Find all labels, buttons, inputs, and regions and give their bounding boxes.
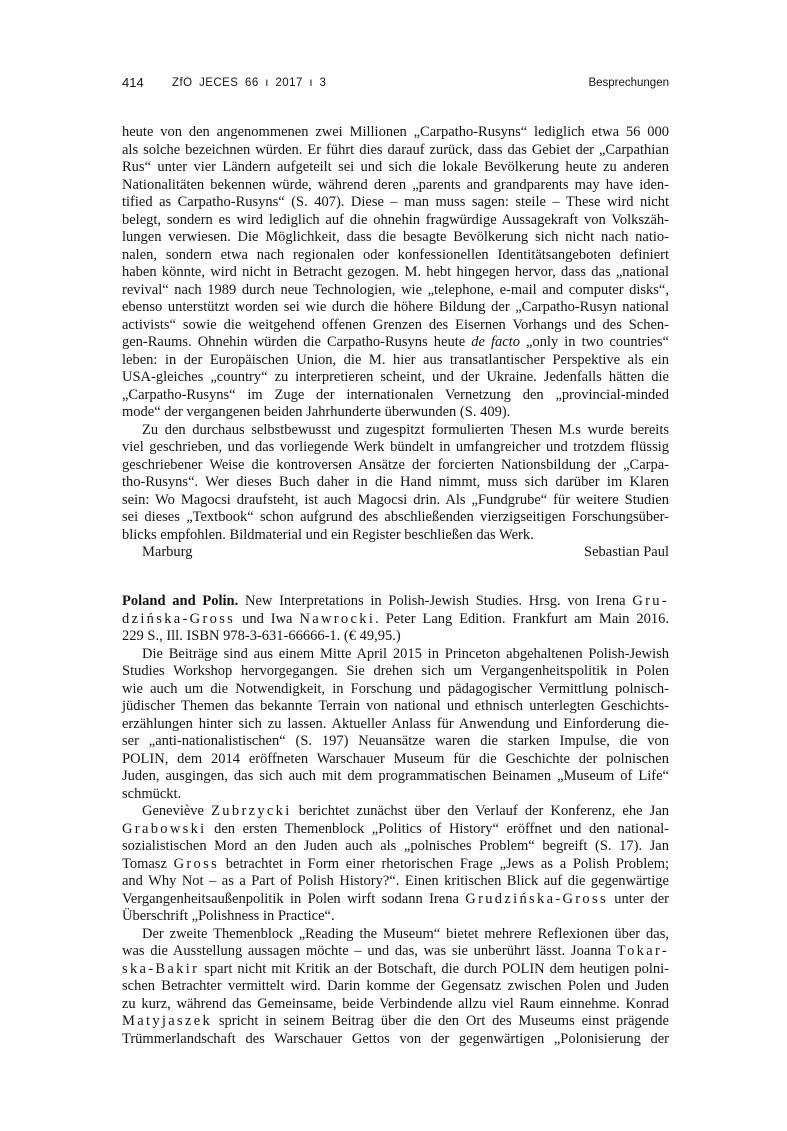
text-segment: gen-Raums. Ohnehin würden die Carpatho-Rusyns heute bbox=[122, 334, 472, 350]
text-line bbox=[122, 404, 669, 422]
text-line bbox=[122, 142, 669, 160]
text-line bbox=[122, 751, 669, 769]
text-line bbox=[122, 474, 669, 492]
text-segment: den ersten Themenblock „Politics of History“ eröffnet und den national- bbox=[206, 820, 669, 837]
text-segment: als solche bezeichnen würden. Er führt dies darauf zurück, dass das Gebiet der „Carpathian bbox=[122, 141, 669, 158]
text-line bbox=[122, 891, 669, 909]
text-line bbox=[122, 908, 669, 926]
text-line bbox=[122, 733, 669, 751]
paragraph bbox=[122, 803, 669, 926]
text-line bbox=[122, 838, 669, 856]
text-line bbox=[122, 821, 669, 839]
text-segment: mode“ der vergangenen beiden Jahrhunderte überwunden (S. 409). bbox=[122, 404, 511, 420]
text-segment: sein: Wo Magocsi draufsteht, ist auch Magocsi drin. Als „Fundgrube“ für weitere Studien bbox=[122, 491, 669, 508]
author-name: Grabowski bbox=[122, 820, 207, 837]
paragraph bbox=[122, 926, 669, 1049]
text-segment: jüdischer Themen das bekannte Terrain von national und ethnisch unterlegten Geschichts- bbox=[122, 698, 669, 714]
text-segment: . Peter Lang Edition. Frankfurt am Main 2016. bbox=[375, 610, 669, 627]
text-line bbox=[122, 387, 669, 405]
author-name: Grudzińska-Gross bbox=[465, 890, 608, 907]
author-name: Nawrocki bbox=[299, 610, 376, 627]
section-title: Besprechungen bbox=[588, 77, 669, 89]
text-line bbox=[122, 317, 669, 335]
text-segment: spricht in seinem Beitrag über die den Ort des Museums einst prägende bbox=[212, 1013, 669, 1029]
text-line bbox=[122, 369, 669, 387]
text-line bbox=[122, 509, 669, 527]
text-line bbox=[122, 282, 669, 300]
reviewer-name: Sebastian Paul bbox=[584, 544, 669, 560]
text-segment: Tomasz bbox=[122, 855, 174, 872]
text-line bbox=[122, 873, 669, 891]
author-name: Matyjaszek bbox=[122, 1013, 213, 1029]
text-line bbox=[122, 1031, 669, 1049]
text-segment: „only in two countries“ bbox=[519, 334, 669, 350]
author-name: Gru- bbox=[632, 593, 669, 609]
text-line bbox=[122, 663, 669, 681]
text-segment: tified as Carpatho-Rusyns“ (S. 407). Diese – man muss sagen: steile – These wird nicht bbox=[122, 194, 669, 210]
text-segment: sozialistischen Mord an den Juden auch als „polnisches Problem“ begreift (S. 17). Jan bbox=[122, 838, 669, 854]
author-name: Zubrzycki bbox=[211, 803, 292, 819]
text-segment: Trümmerlandschaft des Warschauer Gettos von der gegenwärtigen „Polonisierung der bbox=[122, 1030, 669, 1047]
text-segment: Juden, ausgingen, das sich auch mit dem programmatischen Beinamen „Museum of Life“ bbox=[122, 768, 669, 784]
text-segment: was die Ausstellung aussagen möchte – und das, was sie unberührt lässt. Joanna bbox=[122, 943, 617, 959]
text-segment: betrachtet in Form einer rhetorischen Frage „Jews as a Polish Problem; bbox=[219, 855, 669, 872]
text-line bbox=[122, 247, 669, 265]
text-segment: Zu den durchaus selbstbewusst und zugespitzt formulierten Thesen M.s wurde bereits bbox=[142, 421, 669, 438]
paragraph bbox=[122, 422, 669, 545]
review-1 bbox=[122, 124, 669, 562]
text-segment: und Iwa bbox=[235, 610, 300, 627]
text-segment: Rus“ unter vier Ländern aufgeteilt sei und sich die lokale Bevölkerung heute zu anderen bbox=[122, 159, 669, 175]
author-name: dzińska-Gross bbox=[122, 610, 236, 627]
text-segment: Nationalitäten bekennen würde, während deren „parents and grandparents may have iden- bbox=[122, 176, 669, 193]
text-segment: activists“ sowie die weitgehend offenen Grenzen des Eisernen Vorhangs und des Schen- bbox=[122, 316, 669, 333]
text-segment: schen Betrachter vermittelt wird. Darin komme der Gegensatz zwischen Polen und Juden bbox=[122, 978, 669, 994]
running-header bbox=[122, 74, 669, 92]
text-segment: Überschrift „Polishness in Practice“. bbox=[122, 908, 335, 924]
review-2 bbox=[122, 593, 669, 1048]
text-segment: zu kurz, während das Gemeinsame, beide Verbindende allzu viel Raum einnehme. Konrad bbox=[122, 995, 669, 1012]
text-line bbox=[122, 803, 669, 821]
text-segment: 229 S., Ill. ISBN 978-3-631-66666-1. (€ 49,95.) bbox=[122, 628, 401, 644]
text-line bbox=[122, 926, 669, 944]
text-segment: Geneviève bbox=[142, 803, 212, 819]
author-name: ska-Bakir bbox=[122, 960, 200, 977]
author-name: Gross bbox=[173, 855, 220, 872]
text-line bbox=[122, 299, 669, 317]
text-segment: USA-gleiches „country“ zu interpretieren scheint, und der Ukraine. Jedenfalls hätten die bbox=[122, 369, 669, 385]
text-line bbox=[122, 527, 669, 545]
text-line bbox=[122, 212, 669, 230]
text-segment: wie auch um die Notwendigkeit, in Forschung und pädagogischer Vermittlung polnisch- bbox=[122, 680, 669, 697]
text-line bbox=[122, 961, 669, 979]
review-place: Marburg bbox=[142, 544, 193, 560]
text-segment: schmückt. bbox=[122, 785, 182, 802]
paragraph bbox=[122, 124, 669, 422]
paragraph bbox=[122, 646, 669, 804]
text-line bbox=[122, 611, 669, 629]
text-segment: spart nicht mit Kritik an der Botschaft, die durch POLIN dem heutigen polni- bbox=[199, 960, 669, 977]
text-segment: ser „anti-nationalistischen“ (S. 197) Neuansätze waren die starken Impulse, die von bbox=[122, 733, 669, 749]
text-segment: revival“ nach 1989 durch neue Technologien, wie „telephone, e-mail and computer disks“, bbox=[122, 281, 669, 298]
text-segment: Vergangenheitsaußenpolitik in Polen wirft sodann Irena bbox=[122, 890, 466, 907]
text-line bbox=[122, 422, 669, 440]
text-segment: blicks empfohlen. Bildmaterial und ein Register beschließen das Werk. bbox=[122, 526, 534, 543]
text-segment: belegt, sondern es wird lediglich auf die ohnehin fragwürdige Aussagekraft von Volkszäh- bbox=[122, 211, 669, 228]
text-line bbox=[122, 124, 669, 142]
book-citation bbox=[122, 593, 669, 646]
text-line bbox=[122, 492, 669, 510]
review-signature bbox=[122, 544, 669, 562]
text-segment: Studies Workshop hervorgegangen. Sie drehen sich um Vergangenheitspolitik in Polen bbox=[122, 663, 669, 679]
text-line bbox=[122, 646, 669, 664]
text-line bbox=[122, 159, 669, 177]
text-segment: viel geschrieben, und das vorliegende Werk bündelt in umfangreicher und trotzdem flüssig bbox=[122, 439, 669, 455]
text-line bbox=[122, 352, 669, 370]
text-line bbox=[122, 768, 669, 786]
text-segment: unter der bbox=[607, 890, 669, 907]
text-segment: and Why Not – as a Part of Polish History?“. Einen kritischen Blick auf die gegenwärtige bbox=[122, 873, 669, 889]
text-segment: sei dieses „Textbook“ schon aufgrund des abschließenden vierzigseitigen Forschungsüber- bbox=[122, 509, 669, 525]
text-segment: New Interpretations in Polish-Jewish Studies. Hrsg. von Irena bbox=[238, 593, 633, 609]
text-segment: tho-Rusyns“. Wer dieses Buch daher in die Hand nimmt, muss sich darüber im Klaren bbox=[122, 474, 669, 490]
text-line bbox=[122, 1013, 669, 1031]
text-line bbox=[122, 681, 669, 699]
text-line bbox=[122, 264, 669, 282]
text-segment: lungen verwiesen. Die Möglichkeit, dass die besagte Bevölkerung sich nicht nach natio- bbox=[122, 229, 669, 245]
review-title: Poland and Polin. bbox=[122, 593, 239, 609]
text-line bbox=[122, 439, 669, 457]
text-line bbox=[122, 856, 669, 874]
text-line bbox=[122, 786, 669, 804]
text-segment: POLIN, dem 2014 eröffneten Warschauer Museum für die Geschichte der polnischen bbox=[122, 750, 669, 767]
text-segment: nalen, sondern etwa nach regionalen oder konfessionellen Identitätsangeboten definiert bbox=[122, 246, 669, 263]
text-segment: ebenso unterstützt worden sei wie durch die höhere Bildung der „Carpatho-Rusyn national bbox=[122, 299, 669, 315]
text-segment: haben könnte, wird nicht in Betracht gezogen. M. hebt hingegen hervor, dass das „national bbox=[122, 264, 669, 280]
author-name: Tokar- bbox=[616, 943, 669, 959]
text-line bbox=[122, 716, 669, 734]
text-line bbox=[122, 698, 669, 716]
journal-info: ZfO JECES 66 ı 2017 ı 3 bbox=[172, 77, 327, 89]
emphasis-text: de facto bbox=[471, 334, 520, 350]
text-line bbox=[122, 229, 669, 247]
text-segment: leben: in der Europäischen Union, die M. hier aus transatlantischer Perspektive als ein bbox=[122, 351, 669, 368]
text-line bbox=[122, 943, 669, 961]
text-segment: „Carpatho-Rusyns“ im Zuge der internationalen Vernetzung den „provincial-minded bbox=[122, 386, 669, 403]
text-segment: Die Beiträge sind aus einem Mitte April 2015 in Princeton abgehaltenen Polish-Jewish bbox=[142, 645, 669, 662]
text-line bbox=[122, 978, 669, 996]
text-line bbox=[122, 194, 669, 212]
text-line bbox=[122, 457, 669, 475]
text-segment: geschriebener Weise die kontroversen Ansätze der forcierten Nationsbildung der „Carpa- bbox=[122, 456, 669, 473]
text-segment: berichtet zunächst über den Verlauf der Konferenz, ehe Jan bbox=[291, 803, 669, 819]
text-line bbox=[122, 593, 669, 611]
text-segment: heute von den angenommenen zwei Millionen „Carpatho-Rusyns“ lediglich etwa 56 000 bbox=[122, 124, 669, 140]
text-line bbox=[122, 177, 669, 195]
text-segment: Der zweite Themenblock „Reading the Museum“ bietet mehrere Reflexionen über das, bbox=[142, 925, 669, 942]
text-line bbox=[122, 996, 669, 1014]
text-line bbox=[122, 334, 669, 352]
text-line bbox=[122, 628, 669, 646]
text-segment: erzählungen hinter sich zu lassen. Aktueller Anlass für Anwendung und Einforderung die- bbox=[122, 715, 669, 732]
page-number: 414 bbox=[122, 75, 144, 90]
